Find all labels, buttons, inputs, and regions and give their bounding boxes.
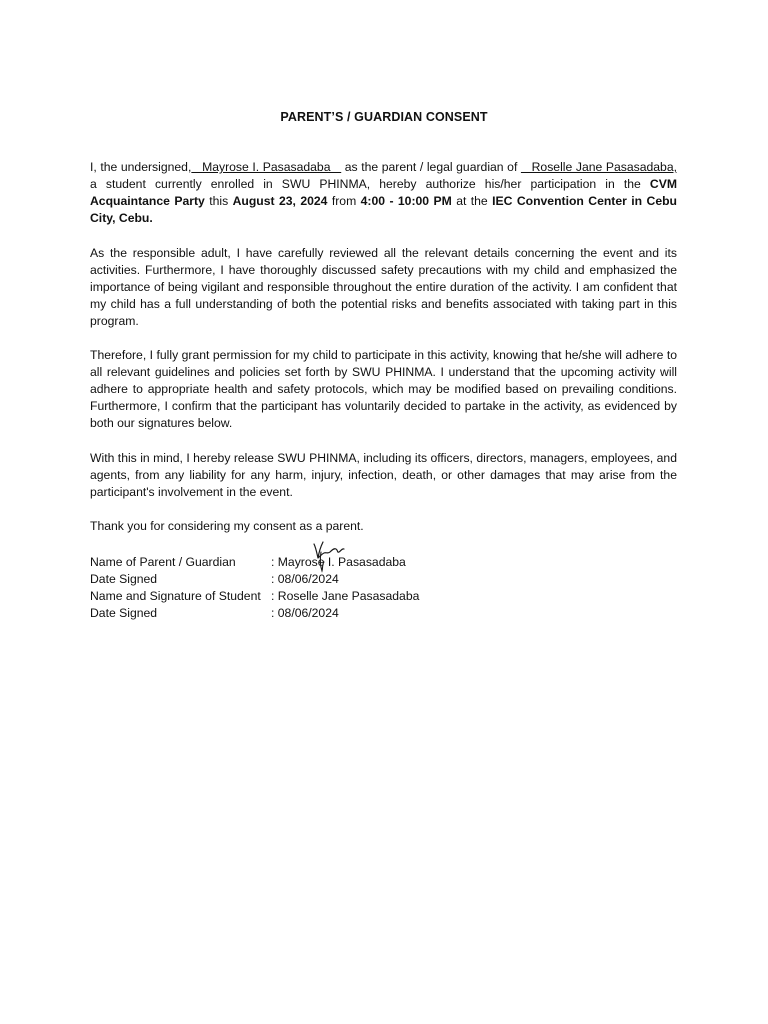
at-text: at the: [451, 194, 493, 208]
consent-paragraph-authorization: [90, 159, 677, 227]
intro-text: I, the undersigned,: [90, 160, 192, 174]
enrollment-text: a student currently enrolled in SWU PHINMA, hereby authorize his/her participation in the: [90, 177, 650, 191]
student-date-label: Date Signed: [90, 606, 158, 620]
this-text: this: [204, 194, 233, 208]
signature-row: [90, 554, 419, 571]
event-name: CVM Acquaintance Party: [90, 177, 677, 208]
event-time: 4:00 - 10:00 PM: [360, 194, 452, 208]
handwritten-signature-icon: [308, 538, 348, 574]
from-text: from: [327, 194, 361, 208]
consent-paragraph-review: As the responsible adult, I have carefully reviewed all the relevant details concerning the event and its activities. Furthermore, I have thoroughly discussed safety precautions with my child and emphasized the importance of being vigilant and responsible throughout the entire duration of the activity. I am confident that my child has a full understanding of both the potential risks and benefits associated with taking part in this program.: [90, 246, 677, 328]
event-date: August 23, 2024: [232, 194, 328, 208]
signature-block: [90, 554, 419, 622]
student-name-label: Name and Signature of Student: [90, 589, 261, 603]
student-date-value: : 08/06/2024: [271, 606, 339, 620]
consent-paragraph-permission: Therefore, I fully grant permission for my child to participate in this activity, knowing that he/she will adhere to all relevant guidelines and policies set forth by SWU PHINMA. I understand that the upcoming activity will adhere to appropriate health and safety protocols, which may be modified based on prevailing conditions. Furthermore, I confirm that the participant has voluntarily decided to partake in the activity, as evidenced by both our signatures below.: [90, 348, 677, 430]
event-venue: IEC Convention Center in Cebu City, Cebu.: [90, 194, 677, 225]
consent-paragraph-thanks: Thank you for considering my consent as a parent.: [90, 519, 364, 533]
parent-name-value: : Mayrose I. Pasasadaba: [271, 555, 406, 569]
signature-row: [90, 571, 419, 588]
parent-name-field: Mayrose I. Pasasadaba: [191, 160, 342, 174]
guardian-text: as the parent / legal guardian of: [341, 160, 521, 174]
signature-row: [90, 588, 419, 605]
parent-name-label: Name of Parent / Guardian: [90, 555, 236, 569]
student-name-value: : Roselle Jane Pasasadaba: [271, 589, 420, 603]
parent-date-label: Date Signed: [90, 572, 158, 586]
consent-paragraph-release: With this in mind, I hereby release SWU PHINMA, including its officers, directors, managers, employees, and agents, from any liability for any harm, injury, infection, death, or other damages that may arise from the participant's involvement in the event.: [90, 451, 677, 499]
student-name-field: Roselle Jane Pasasadaba,: [520, 160, 677, 174]
document-title: PARENT’S / GUARDIAN CONSENT: [280, 110, 488, 124]
parent-date-value: : 08/06/2024: [271, 572, 339, 586]
signature-row: [90, 605, 419, 622]
